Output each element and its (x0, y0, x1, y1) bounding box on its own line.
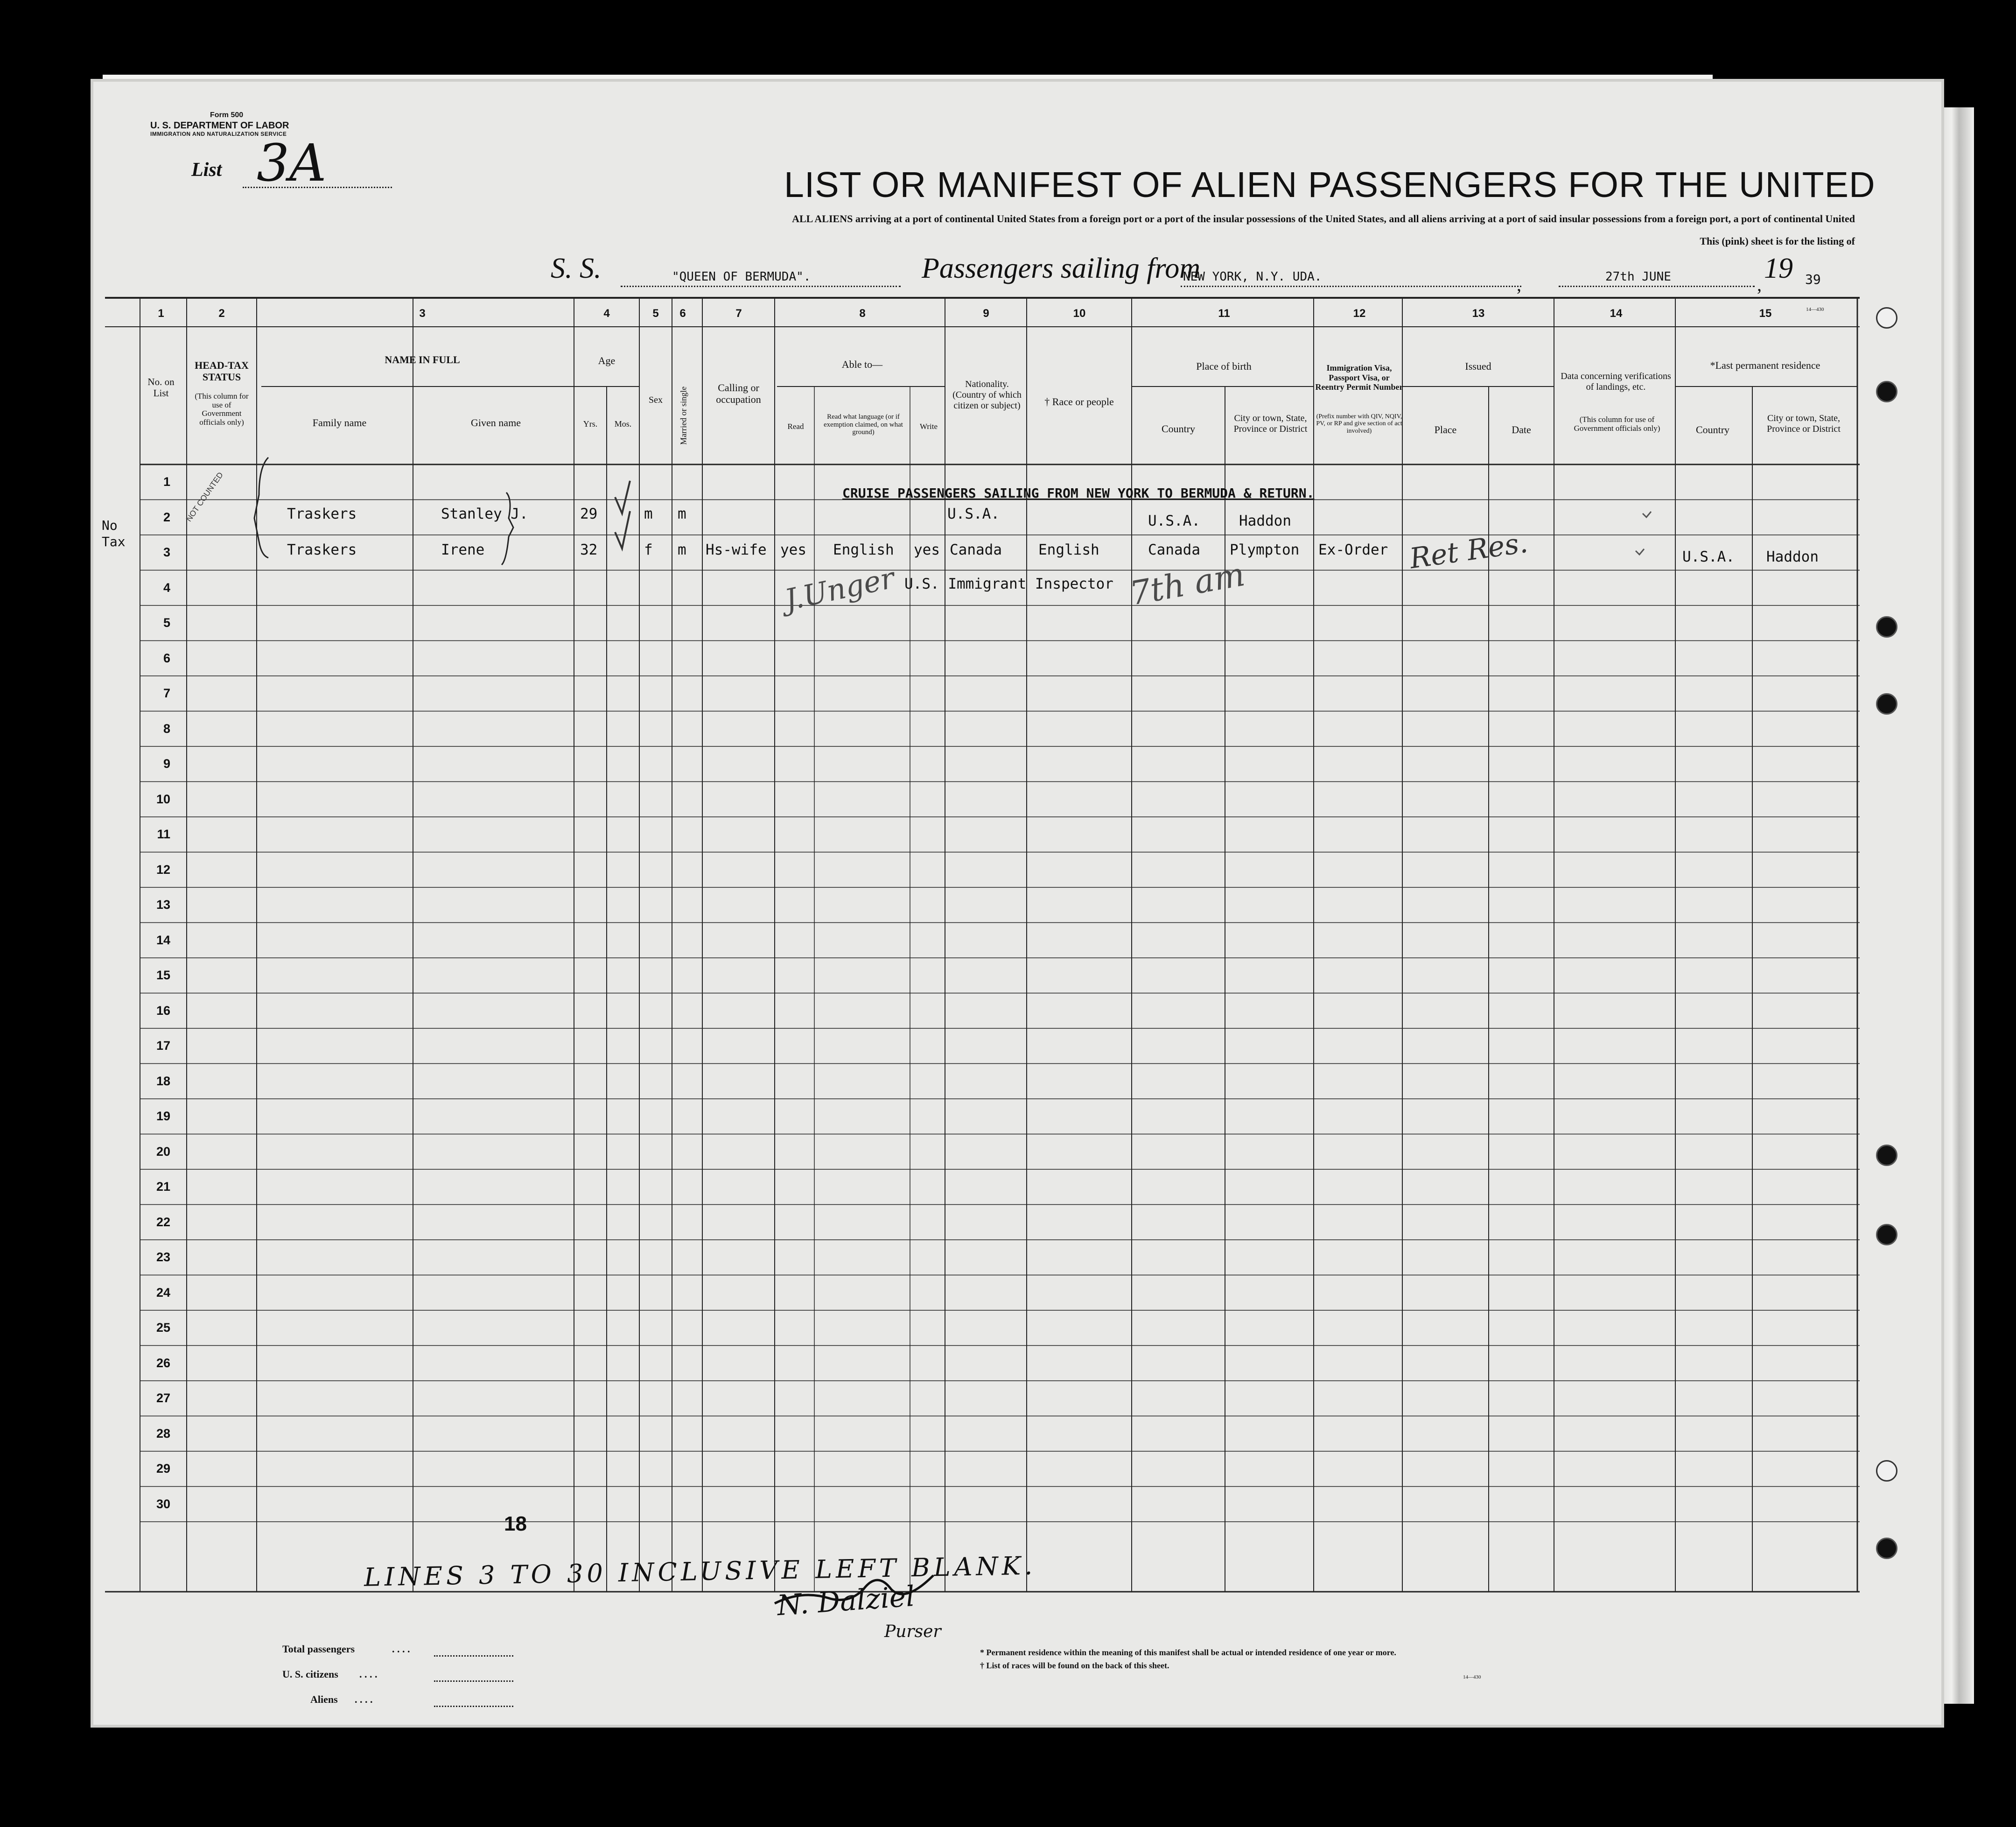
header-last-residence: *Last permanent residence (1710, 359, 1820, 371)
form-code-top: 14—430 (1806, 307, 1824, 312)
lines-left-blank-note: LINES 3 TO 30 INCLUSIVE LEFT BLANK. (364, 1551, 1036, 1592)
family-bracket (254, 457, 268, 558)
row-number: 23 (156, 1250, 170, 1264)
ship-name: "QUEEN OF BERMUDA". (672, 270, 811, 284)
not-counted-stamp: NOT COUNTED (184, 471, 225, 523)
returning-resident-note: Ret Res. (1407, 526, 1530, 576)
header-country: Country (1161, 423, 1196, 435)
row-number: 10 (156, 792, 170, 806)
row-number: 20 (156, 1144, 170, 1159)
column-number: 13 (1472, 307, 1485, 320)
race: English (1038, 541, 1099, 558)
signature-title: Purser (884, 1622, 941, 1641)
header-issued: Issued (1465, 360, 1491, 372)
header-age: Age (598, 355, 616, 366)
ss-label: S. S. (551, 253, 602, 284)
row-number: 11 (157, 827, 170, 841)
header-data-concerning: Data concerning verifications of landings, etc. (1561, 371, 1671, 392)
column-number: 8 (859, 307, 866, 320)
header-head-tax-note: (This column for use of Government officials only) (195, 392, 249, 427)
age-years: 32 (580, 541, 598, 558)
list-number: 3A (257, 133, 327, 193)
punch-hole (1876, 1460, 1897, 1482)
column-number: 9 (983, 307, 989, 320)
header-visa: Immigration Visa, Passport Visa, or Reentry Permit Number (1315, 363, 1403, 392)
column-number: 15 (1759, 307, 1772, 320)
checkmark (615, 481, 630, 513)
header-given-name: Given name (471, 417, 521, 429)
row-number: 13 (156, 898, 170, 912)
row-number: 30 (156, 1497, 170, 1511)
year-prefix: 19 (1764, 253, 1793, 284)
column-number: 1 (158, 307, 164, 320)
departure-date: 27th JUNE (1605, 270, 1671, 284)
header-calling: Calling or occupation (716, 382, 761, 406)
header-read: Read (787, 422, 804, 431)
departure-port: NEW YORK, N.Y. UDA. (1183, 270, 1322, 284)
family-name: Traskers (287, 506, 357, 522)
can-read: yes (780, 541, 806, 558)
given-bracket (502, 492, 513, 565)
column-number: 10 (1073, 307, 1086, 320)
footer-us-citizens-label: U. S. citizens (282, 1668, 338, 1680)
header-mos: Mos. (614, 419, 632, 429)
row-number: 21 (156, 1180, 170, 1194)
subtitle-line-1: ALL ALIENS arriving at a port of continental United States from a foreign port or a port of the insular possessions of the United States, and all aliens arriving at a port of said insular possessions from a foreign port, a port of continental United (792, 213, 1855, 225)
us-citizens-line (434, 1680, 513, 1682)
header-family-name: Family name (312, 417, 367, 429)
visa-number: Ex-Order (1318, 541, 1388, 558)
header-res-city: City or town, State, Province or District (1767, 413, 1841, 434)
calling: Hs-wife (706, 541, 767, 558)
nationality: U.S.A. (947, 506, 1000, 522)
header-visa-note: (Prefix number with QIV, NQIV, PV, or RP and give section of act involved) (1316, 413, 1402, 435)
header-able-to: Able to— (841, 358, 883, 370)
header-yrs: Yrs. (583, 419, 598, 429)
punch-hole (1876, 693, 1897, 715)
inspector-initials: J.Unger (782, 561, 897, 617)
row-number: 29 (156, 1462, 170, 1476)
row-number: 5 (163, 616, 170, 630)
header-place-of-birth: Place of birth (1196, 360, 1252, 372)
subtitle-line-2: This (pink) sheet is for the listing of (1700, 235, 1855, 247)
punch-hole (1876, 1145, 1897, 1166)
sailing-label: Passengers sailing from (922, 253, 1201, 284)
stamp-day: 7th am (1127, 555, 1248, 613)
checkmark (615, 511, 630, 548)
residence-country: U.S.A. (1682, 548, 1735, 565)
footer-aliens-label: Aliens (310, 1693, 338, 1705)
row-number: 4 (163, 580, 170, 595)
row-number: 6 (163, 651, 170, 665)
header-read-language: Read what language (or if exemption claimed, on what ground) (824, 413, 903, 436)
age-years: 29 (580, 506, 598, 522)
column-number: 14 (1610, 307, 1623, 320)
comma-2: , (1757, 274, 1762, 295)
row-number: 7 (163, 686, 170, 700)
signature: N. Dalziel (776, 1580, 916, 1623)
given-name: Irene (441, 541, 485, 558)
marital-status: m (678, 506, 686, 522)
column-number: 4 (603, 307, 610, 320)
form-code-bottom: 14—430 (1463, 1674, 1481, 1680)
department: U. S. DEPARTMENT OF LABOR (150, 120, 289, 131)
read-language: English (833, 541, 894, 558)
column-number: 6 (679, 307, 686, 320)
aliens-line (434, 1706, 513, 1707)
punch-hole (1876, 1538, 1897, 1559)
column-number: 2 (218, 307, 225, 320)
residence-city: Haddon (1766, 548, 1819, 565)
form-number: Form 500 (210, 111, 244, 119)
cruise-note: CRUISE PASSENGERS SAILING FROM NEW YORK TO BERMUDA & RETURN. (842, 485, 1315, 501)
header-write: Write (919, 422, 938, 431)
header-race: † Race or people (1044, 396, 1114, 408)
row-number: 15 (156, 968, 170, 982)
birth-country: U.S.A. (1148, 513, 1200, 529)
year-suffix: 39 (1805, 272, 1821, 287)
footer-dots: . . . . (355, 1693, 373, 1705)
header-place: Place (1434, 424, 1457, 436)
footer-total-passengers-label: Total passengers (282, 1643, 355, 1655)
footer-dots: . . . . (392, 1643, 410, 1655)
row-number: 16 (156, 1003, 170, 1018)
header-married: Married or single (679, 386, 688, 445)
row-number: 9 (163, 757, 170, 771)
header-date: Date (1512, 424, 1531, 436)
column-number: 3 (419, 307, 426, 320)
birth-country: Canada (1148, 541, 1200, 558)
list-label: List (191, 159, 222, 181)
row-number: 24 (156, 1285, 170, 1300)
footnote-residence: * Permanent residence within the meaning of this manifest shall be actual or intended residence of one year or more. (980, 1648, 1396, 1657)
header-city: City or town, State, Province or District (1233, 413, 1308, 434)
row-number: 17 (156, 1039, 170, 1053)
row-number: 2 (163, 510, 170, 524)
header-res-country: Country (1695, 424, 1730, 436)
header-no-on-list: No. on List (147, 376, 175, 399)
row-number: 26 (156, 1356, 170, 1370)
birth-city: Plympton (1230, 541, 1300, 558)
punch-hole (1876, 1224, 1897, 1245)
inspector-stamp: U.S. Immigrant Inspector (904, 576, 1113, 592)
column-number: 7 (735, 307, 742, 320)
punch-hole (1876, 616, 1897, 638)
nationality: Canada (950, 541, 1002, 558)
column-number: 12 (1353, 307, 1366, 320)
row-number: 25 (156, 1321, 170, 1335)
row-number: 1 (163, 475, 170, 489)
service: IMMIGRATION AND NATURALIZATION SERVICE (150, 131, 287, 137)
row-number: 3 (163, 545, 170, 559)
row-number: 22 (156, 1215, 170, 1229)
can-write: yes (914, 541, 940, 558)
comma: , (1517, 274, 1521, 295)
column-number: 5 (652, 307, 659, 320)
header-name-in-full: NAME IN FULL (385, 354, 460, 365)
family-name: Traskers (287, 541, 357, 558)
footnote-races: † List of races will be found on the back of this sheet. (980, 1661, 1169, 1670)
punch-hole (1876, 381, 1897, 402)
row-number: 18 (156, 1074, 170, 1088)
row-number: 14 (156, 933, 170, 947)
row-number: 27 (156, 1391, 170, 1405)
column-number: 11 (1218, 307, 1230, 320)
verification-tick (1636, 512, 1651, 555)
row-number: 28 (156, 1426, 170, 1441)
marital-status: m (678, 541, 686, 558)
footer-dots: . . . . (359, 1668, 378, 1680)
no-tax-note: No Tax (102, 518, 126, 549)
row-number: 19 (156, 1109, 170, 1123)
row-number: 8 (163, 721, 170, 736)
sex: f (644, 541, 653, 558)
sex: m (644, 506, 653, 522)
header-sex: Sex (649, 395, 663, 405)
header-nationality: Nationality. (Country of which citizen or subject) (952, 379, 1022, 411)
passenger-count: 18 (504, 1512, 527, 1535)
row-number: 12 (156, 862, 170, 877)
given-name: Stanley J. (441, 506, 528, 522)
punch-hole (1876, 307, 1897, 329)
birth-city: Haddon (1239, 513, 1291, 529)
total-passengers-line (434, 1655, 513, 1657)
header-data-note: (This column for use of Government officials only) (1574, 415, 1660, 433)
header-head-tax: HEAD-TAX STATUS (195, 359, 249, 383)
page-title: LIST OR MANIFEST OF ALIEN PASSENGERS FOR THE UNITED (784, 165, 1876, 205)
